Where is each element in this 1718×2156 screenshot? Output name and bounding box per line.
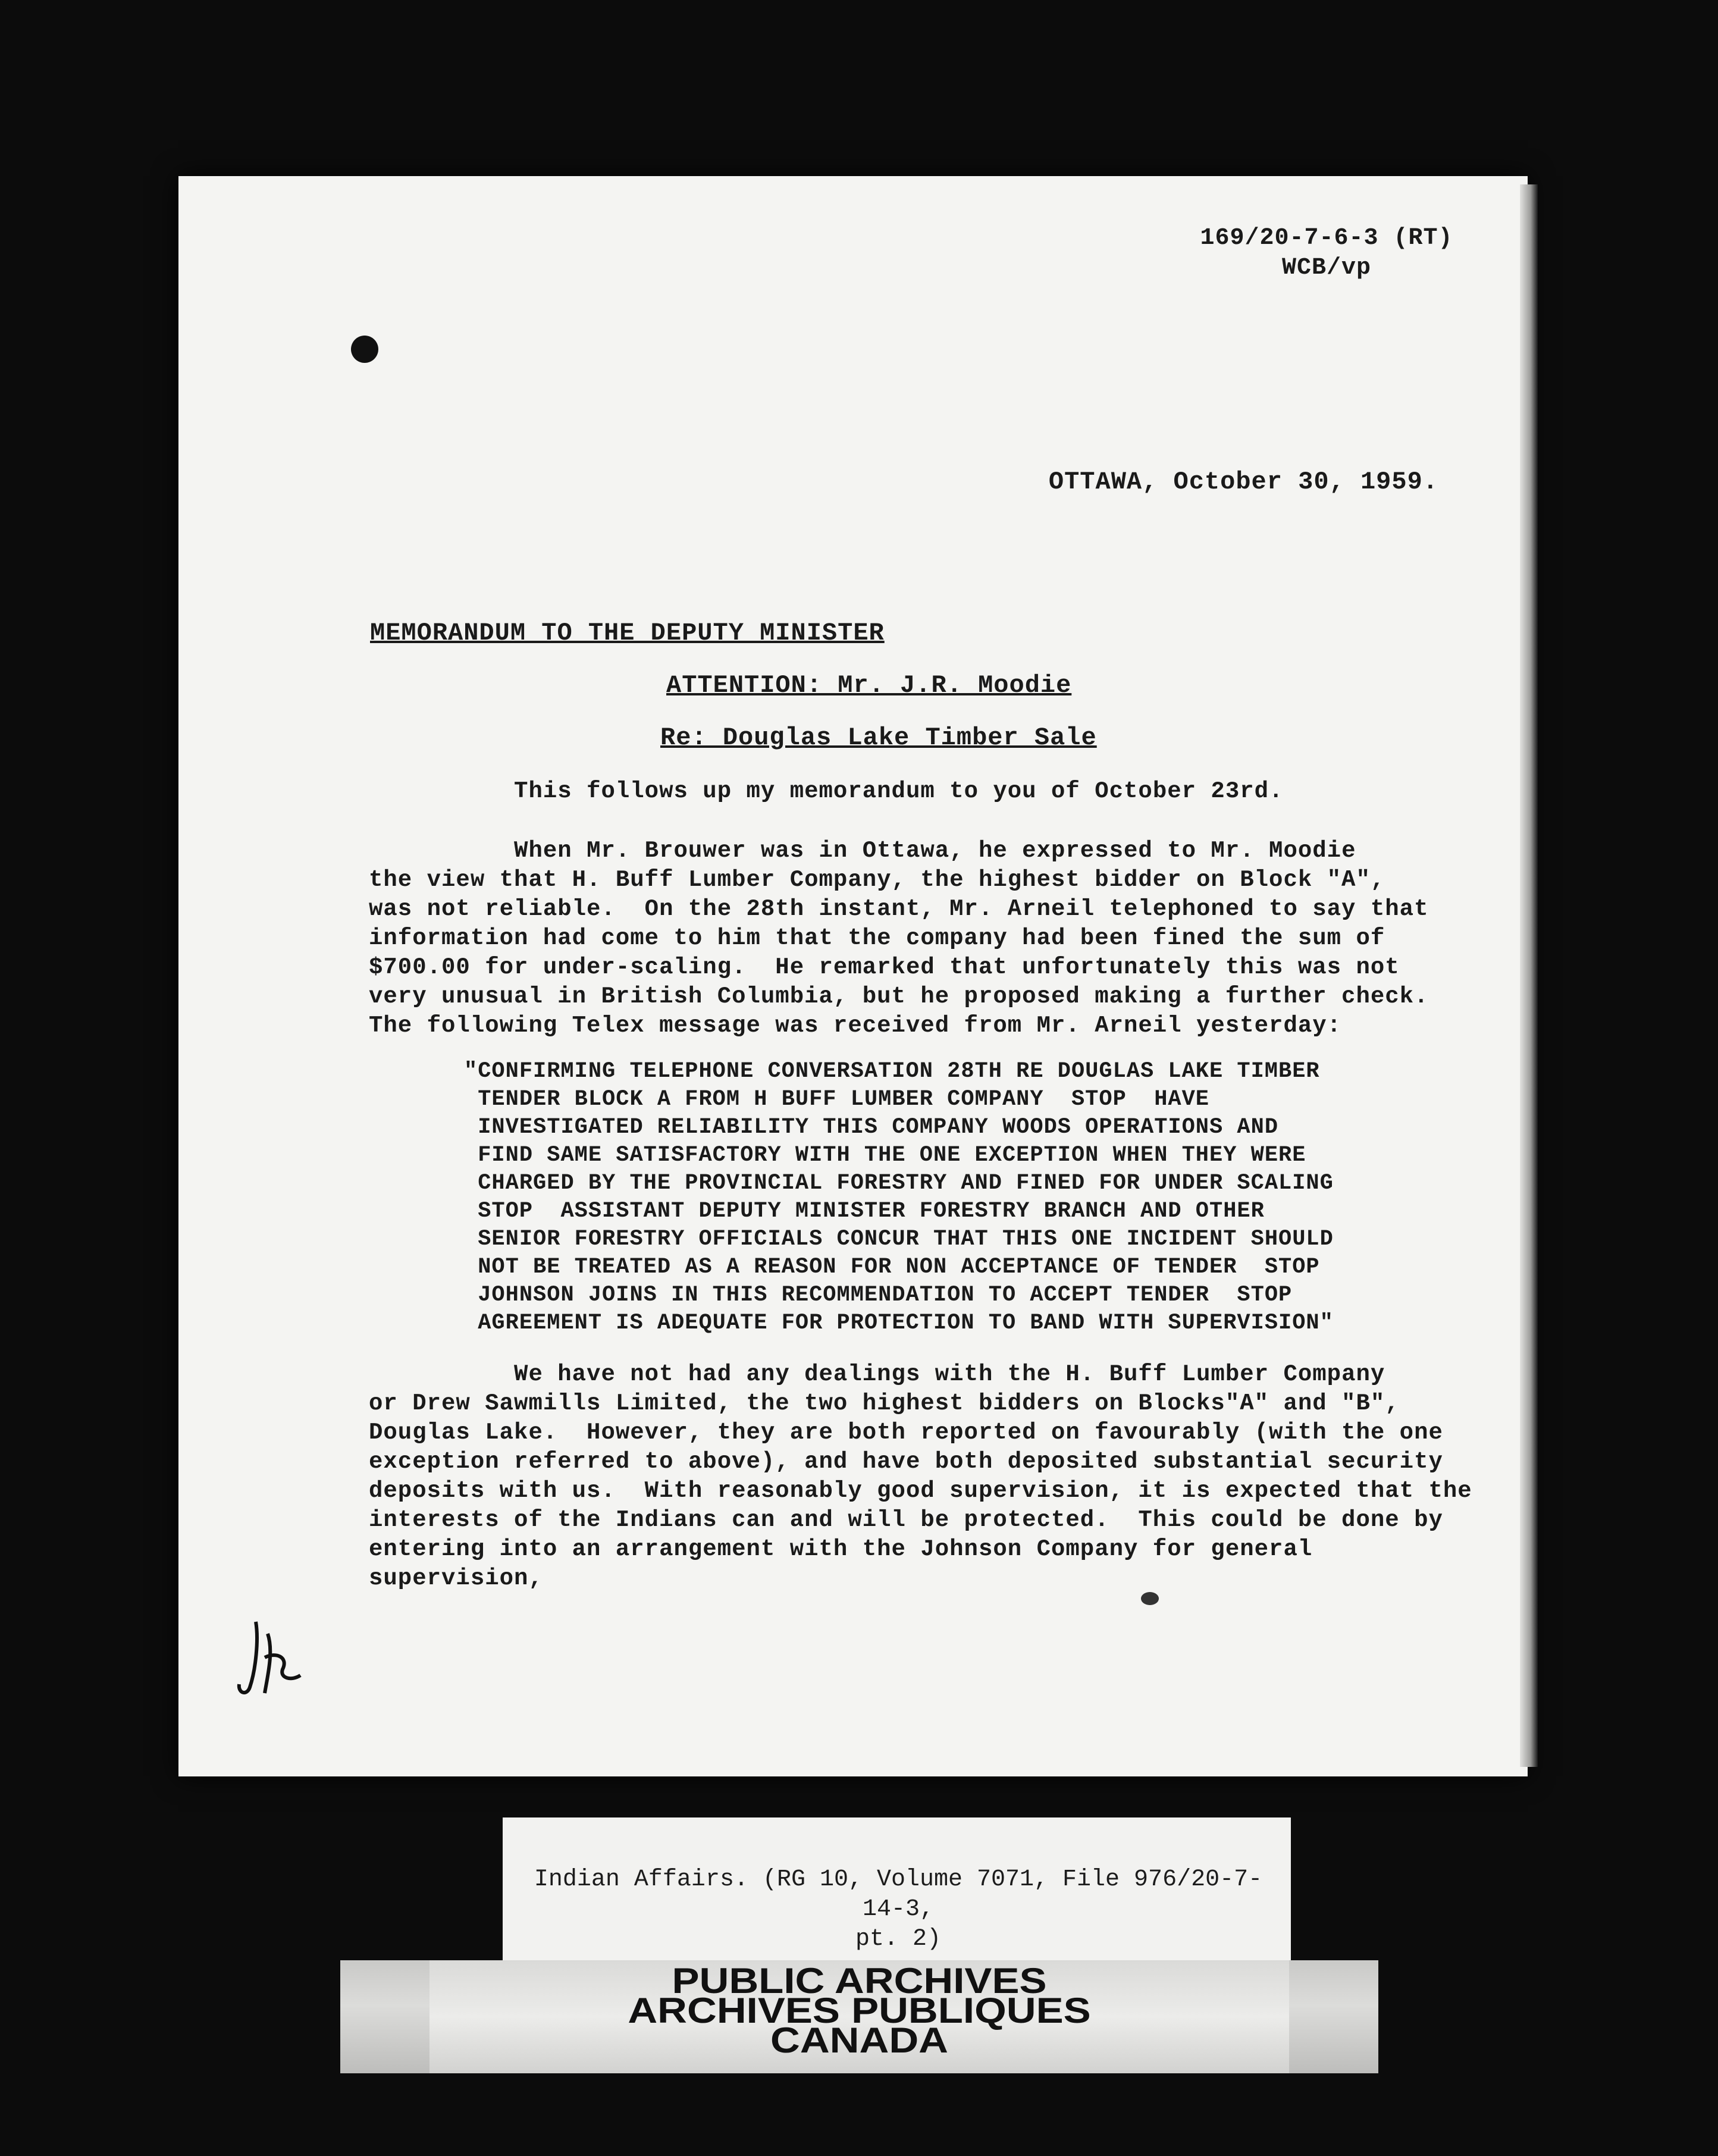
page-edge: [1520, 184, 1538, 1767]
punch-hole: [351, 336, 378, 363]
stamp-line-country: CANADA: [770, 2020, 948, 2060]
paragraph-3: We have not had any dealings with the H. Buff Lumber Company or Drew Sawmills Limited, the two highest bidders on Blocks"A" and "B", Douglas Lake. However, they are both reported on favourably (with the one exception referred to above), and have both deposited substantial security deposits with us. With reasonably good supervision, it is expected that the interests of the Indians can and will be protected. This could be done by entering into an arrangement with the Johnson Company for general supervision,: [369, 1361, 1472, 1591]
stamp-line-english: PUBLIC ARCHIVES: [672, 1961, 1047, 2001]
memo-date: OTTAWA, October 30, 1959.: [1048, 468, 1438, 496]
document-page: [178, 176, 1528, 1776]
telex-message: "CONFIRMING TELEPHONE CONVERSATION 28TH RE DOUGLAS LAKE TIMBER TENDER BLOCK A FROM H BUFF LUMBER COMPANY STOP HAVE INVESTIGATED RELIABILITY THIS COMPANY WOODS OPERATIONS AND FIND SAME SATISFACTORY WITH THE ONE EXCEPTION WHEN THEY WERE CHARGED BY THE PROVINCIAL FORESTRY AND FINED FOR UNDER SCALING STOP ASSISTANT DEPUTY MINISTER FORESTRY BRANCH AND OTHER SENIOR FORESTRY OFFICIALS CONCUR THAT THIS ONE INCIDENT SHOULD NOT BE TREATED AS A REASON FOR NON ACCEPTANCE OF TENDER STOP JOHNSON JOINS IN THIS RECOMMENDATION TO ACCEPT TENDER STOP AGREEMENT IS ADEQUATE FOR PROTECTION TO BAND WITH SUPERVISION": [464, 1059, 1334, 1336]
stamp-line-french: ARCHIVES PUBLIQUES: [628, 1991, 1091, 2030]
smudge-mark: [1141, 1592, 1159, 1605]
memo-attention: ATTENTION: Mr. J.R. Moodie: [666, 671, 1072, 700]
memo-title: MEMORANDUM TO THE DEPUTY MINISTER: [370, 619, 885, 647]
file-reference-initials: WCB/vp: [1281, 255, 1372, 281]
archive-caption: Indian Affairs. (RG 10, Volume 7071, File 976/20-7-14-3, pt. 2): [534, 1866, 1263, 1953]
file-reference: [1136, 224, 1517, 283]
archives-stamp: [340, 1960, 1378, 2073]
file-reference-number: 169/20-7-6-3 (RT): [1200, 225, 1453, 252]
memo-subject: Re: Douglas Lake Timber Sale: [660, 723, 1097, 752]
stamp-text: [340, 1960, 1378, 2060]
handwritten-initials: [232, 1616, 309, 1705]
paragraph-2: When Mr. Brouwer was in Ottawa, he expressed to Mr. Moodie the view that H. Buff Lumber Company, the highest bidder on Block "A", was not reliable. On the 28th instant, Mr. Arneil telephoned to say that information had come to him that the company had been fined the sum of $700.00 for under-scaling. He remarked that unfortunately this was not very unusual in British Columbia, but he proposed making a further check. The following Telex message was received from Mr. Arneil yesterday:: [369, 838, 1429, 1039]
paragraph-1: This follows up my memorandum to you of October 23rd.: [369, 778, 1284, 804]
